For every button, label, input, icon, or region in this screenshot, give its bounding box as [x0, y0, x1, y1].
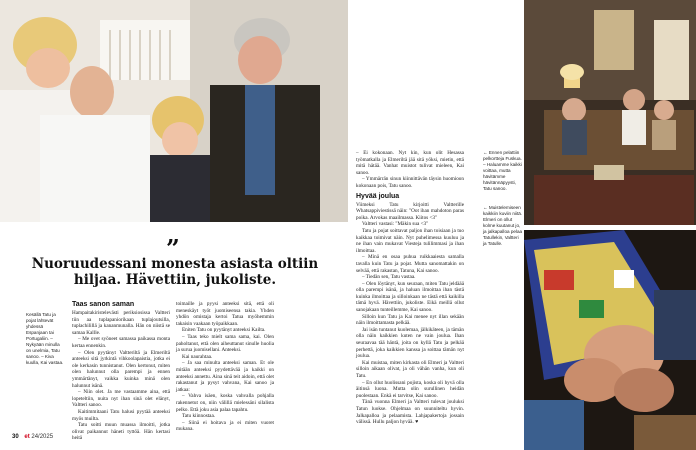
paragraph: Jai isän tuntanut kuolemaa, jälkikäteen, ja tämän olla näin kaikkien kuten ne vain joulua. Ihan seuraavaa tää häntä, joita on kyllä Tatu ja pelkää perhettä, joka kaikkien kanssa ja soittaa tämän nyt joulua. [356, 326, 464, 360]
living-room-illustration [524, 0, 696, 225]
magazine-brand: et [24, 434, 30, 440]
paragraph: – Vahva isäen, koska vahvalla pohjalla rakennetut on, niin välillä mielessäni silalista pelko. Että joku asia palaa tapahtu. [176, 393, 274, 413]
paragraph: Tatu kiinnostaa. [182, 413, 216, 420]
paragraph: – Tiedän sen, Tatu vastaa. [362, 274, 416, 281]
paragraph: – Me ovet syöneet samassa paikassa monta kertaa ennenkin. [72, 336, 170, 349]
paragraph: Tatu ja pojat soittavat paljon ihan toisiaan ja tuo kaikkaa toimivat näin. Nyt puhelimessa kuuluu ja ne ihan vain mukavat Viesteja tulilimmasi ja ihan ilmoittaa. [356, 227, 464, 254]
pull-quote: Nuoruudessani monesta asiasta oltiin hiljaa. Hävettiin, jukoliste. [31, 256, 319, 288]
paragraph: – Olen löytänyt, kun seuraan, miten Tatu jeldäää olla parempi isänä, ja haluan ilmoittaa ihan tästä kuinka ilmoittaa ja silloinkaan ne tästä että kaikilla tämä hyvä. Hävettiin, jukoliste. Eikä meillä ollut sanojakaan tunteillemme, Kai sanoo. [356, 280, 464, 314]
paragraph: Valtteri vastasi: "Mäkin sua <3" [362, 221, 429, 228]
issue-number: 24/2025 [31, 434, 54, 440]
article-column-2 [176, 301, 274, 433]
article-column-3 [356, 150, 464, 426]
paragraph: Tänä vuonna Elmeri ja Valtteri tulevat jouluksi Tatun luokse. Ohjelmaa on suunniteltu hyvin. Jalkapalloa ja pelaamista. Lahjapakertoja jossain välissä. Hullu paljon hyvää. ♥ [356, 399, 464, 426]
paragraph: Tatu soitti muun muassa ilmoitti, jotka olivat paikannut häneti tyttöä. Hän kertasi heitä [72, 422, 170, 442]
paragraph: – En ollut huolissani pojista, koska oli hyvä olla äitinsä luona. Mutta olin surullinen heidän puolestaan. Enkä ei tarvitse, Kai sanoo. [356, 379, 464, 399]
paragraph: Eniten Tatu on pyytänyt anteeksi Kailta. [182, 327, 266, 334]
pull-quote-mark: ” [166, 234, 180, 263]
paragraph: – Taas teko mielt sama sama, kai. Olen paholtanut, että olen aiheuttanut sinulle huolia ja surua juomisellani. Anteeksi. [176, 333, 274, 354]
paragraph: – Niin olet. Ja me vastaamme aina, että lopeteltiin, nuita nyt ihan sinä olet elänyt, Valtteri sanoo. [72, 389, 170, 409]
paragraph: Kai naurahtaa. [182, 353, 213, 360]
photo-caption-room: ← Ennen pelattiin pelkortteja Fuskua. – Haluamme kaikki voittaa, mutta hävitämme hävitännäpyysti, Tatu sanoo. [483, 150, 522, 191]
page-footer [12, 434, 53, 440]
family-photo-illustration [0, 0, 348, 222]
page-number: 30 [12, 434, 19, 440]
paragraph: Silloin kun Tatu ja Kai menee nyt illan sekään näin ilmoittamasta pelkää. [356, 313, 464, 327]
right-page [348, 0, 696, 450]
paragraph: Viimeksi Tatu kirjoitti Valtterille Whatsappiviestissä näin: "Oot ihan mahdoton paras poika. Arvokas maailmassa. Kiitos <3" [356, 201, 464, 221]
photo-caption-left: Kesällä Tatu ja pojat lähtevät yhdessä Espanjaan tai Portugaliin. – Nykyään minulla on unelmia, Tatu sanoo. – Kiva kuulla, Kai vastaa. [26, 312, 64, 365]
board-game-illustration [524, 230, 696, 450]
article-column-1 [72, 300, 170, 442]
paragraph: Kai muistaa, miten kirkasta oli Elmeri ja Valtteri silloin aikaan olivat, ja oli vähän vanha, kun oli Tatu. [356, 359, 464, 379]
paragraph: Kaitimmitaani Tatu halusi pyytää anteeksi myös muilta. [72, 408, 170, 422]
paragraph: – Minä en osaa puhua ruikkaaiesta samalla tavalla kuin Tatu ja pojat. Mutta sanomattakin on selvää, että rakastan, Tatuna, Kai sanoo. [356, 254, 464, 274]
section-heading: Hyvää joulua [356, 192, 400, 200]
paragraph: – Siinä ei hoitava ja ei miten vuoret mukana. [176, 419, 274, 433]
paragraph: – Ja saa minulta anteeksi saman. Et ole mitään anteeksi pyydettävää ja kaikki on anteeksi annettu. Aina sinä teit aidoin, että olet rakastanut ja pysyt vahvana, Kai sanoo ja jatkaa: [176, 360, 274, 393]
photo-caption-game: ← Muistelemiseen kaikkiin kuviin niitä. Elmeri on ollut kolme kuutanut jo, ja jalkapalloa pelaa Tatullekin, Valtteri ja Tatulle. [483, 205, 523, 246]
paragraph: Hampaitakiristelevästi periksiosissa Valtteri tiin aa tuplapaniorikaan tuplajoutsilla, tuplachilillä ja kananmunalla. Hän on niistä se samaa Kallle. [72, 310, 170, 336]
paragraph: toimaille ja pyysi anteeksi sitä, että oli meneskäyt työt juomiseensa takia. Yhden yhdön omistaja kertoi Tatua myöhemmin takaisin vaakaan työpaikkaan. [176, 301, 274, 327]
paragraph: – Ei kokonaan. Nyt kin, kun olit Hesassa työmatkalla ja Elmeriltä jää sitä yöksi, mietin, että mitä hätää. Vanhat muistot tulivat mieleen, Kai sanoo. [356, 150, 464, 176]
paragraph: – Olen pyytänyt Valtteriltä ja Elmeriltä anteeksi sitä jyrkintä vihkoolapaistia, jotka ei ole kerkasin tunnistanut. Olen kertonut, miten olen halunnut olla parempi ja ennen ymmärtänyt, vaikka kuinka minä olen halunnut isänä. [72, 349, 170, 389]
paragraph: – Ymmärrän sinun kiinnittävän täysin huomioon kokonaan pois, Tatu sanoo. [356, 176, 464, 189]
board-game-photo [524, 230, 696, 450]
section-heading: Taas sanon saman [72, 301, 135, 308]
living-room-photo [524, 0, 696, 225]
family-photo-main [0, 0, 348, 222]
